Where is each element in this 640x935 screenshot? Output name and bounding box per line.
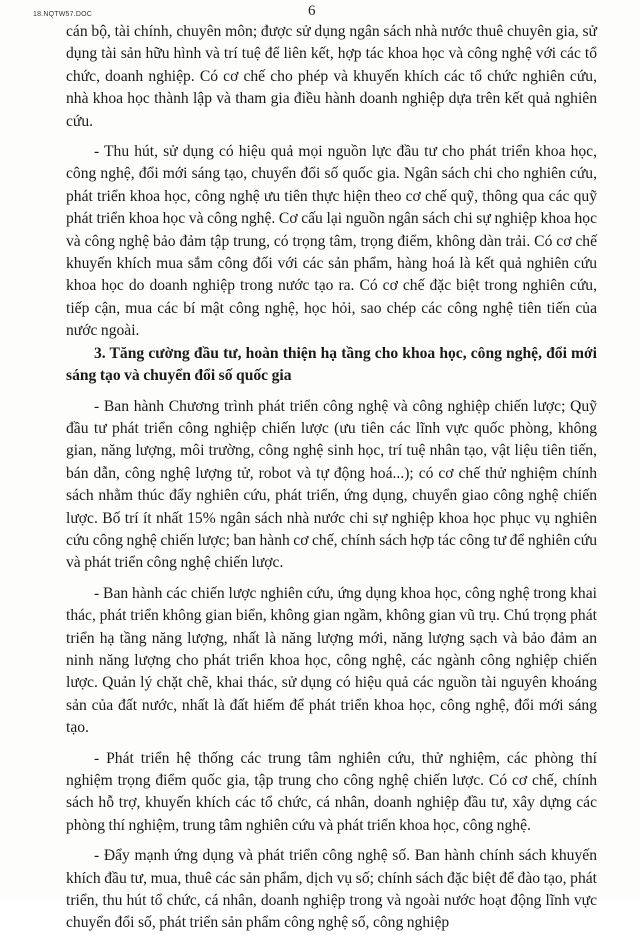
paragraph-space-energy: - Ban hành các chiến lược nghiên cứu, ứng dụng khoa học, công nghệ trong khai thác, phát triển không gian biển, không gian ngầm, không gian vũ trụ. Chú trọng phát triển hạ tầng năng lượng, nhất là năng lượng mới, năng lượng sạch và bảo đảm an ninh năng lượng cho phát triển khoa học, công nghệ, các ngành công nghiệp chiến lược. Quản lý chặt chẽ, khai thác, sử dụng có hiệu quả các nguồn tài nguyên khoáng sản của đất nước, nhất là đất hiếm để phát triển khoa học, công nghệ, đổi mới sáng tạo. xyxy=(66,584,597,737)
paragraph-research-centers: - Phát triển hệ thống các trung tâm nghiên cứu, thử nghiệm, các phòng thí nghiệm trọng điểm quốc gia, tập trung cho công nghệ chiến lược. Có cơ chế, chính sách hỗ trợ, khuyến khích các tổ chức, cá nhân, doanh nghiệp đầu tư, xây dựng các phòng thí nghiệm, trung tâm nghiên cứu và phát triển khoa học, công nghệ. xyxy=(66,749,597,834)
paragraph-strategic-tech: - Ban hành Chương trình phát triển công nghệ và công nghiệp chiến lược; Quỹ đầu tư phát triển công nghiệp chiến lược (ưu tiên các lĩnh vực quốc phòng, không gian, năng lượng, môi trường, công nghệ sinh học, trí tuệ nhân tạo, vật liệu tiên tiến, bán dẫn, công nghệ lượng tử, robot và tự động hoá...); có cơ chế thử nghiệm chính sách nhằm thúc đẩy nghiên cứu, phát triển, ứng dụng, chuyển giao công nghệ chiến lược. Bố trí ít nhất 15% ngân sách nhà nước chi sự nghiệp khoa học phục vụ nghiên cứu công nghệ chiến lược; ban hành cơ chế, chính sách hợp tác công tư để nghiên cứu và phát triển công nghệ chiến lược. xyxy=(66,397,597,572)
paragraph-continuation: cán bộ, tài chính, chuyên môn; được sử dụng ngân sách nhà nước thuê chuyên gia, sử dụng tài sản hữu hình và trí tuệ để liên kết, hợp tác khoa học và công nghệ với các tổ chức, doanh nghiệp. Có cơ chế cho phép và khuyến khích các tổ chức nghiên cứu, nhà khoa học thành lập và tham gia điều hành doanh nghiệp dựa trên kết quả nghiên cứu. xyxy=(66,23,597,130)
section-heading: 3. Tăng cường đầu tư, hoàn thiện hạ tầng cho khoa học, công nghệ, đổi mới sáng tạo và chuyển đổi số quốc gia xyxy=(66,344,597,385)
paragraph-investment: - Thu hút, sử dụng có hiệu quả mọi nguồn lực đầu tư cho phát triển khoa học, công nghệ, đổi mới sáng tạo, chuyển đổi số quốc gia. Ngân sách chi cho nghiên cứu, phát triển khoa học, công nghệ ưu tiên thực hiện theo cơ chế quỹ, thông qua các quỹ phát triển khoa học và công nghệ. Cơ cấu lại nguồn ngân sách chi sự nghiệp khoa học và công nghệ bảo đảm tập trung, có trọng tâm, trọng điểm, không dàn trải. Có cơ chế khuyến khích mua sắm công đối với các sản phẩm, hàng hoá là kết quả nghiên cứu khoa học do doanh nghiệp trong nước tạo ra. Có cơ chế đặc biệt trong nghiên cứu, tiếp cận, mua các bí mật công nghệ, học hỏi, sao chép các công nghệ tiên tiến của nước ngoài. xyxy=(66,143,597,340)
document-code: 18.NQTW57.DOC xyxy=(33,11,92,18)
paragraph-digital-tech: - Đẩy mạnh ứng dụng và phát triển công nghệ số. Ban hành chính sách khuyến khích đầu tư, mua, thuê các sản phẩm, dịch vụ số; chính sách đặc biệt để đào tạo, phát triển, thu hút tổ chức, cá nhân, doanh nghiệp trong và ngoài nước hoạt động lĩnh vực chuyển đổi số, phát triển sản phẩm công nghệ số, công nghiệp xyxy=(66,847,597,932)
page-number: 6 xyxy=(308,3,316,19)
document-body xyxy=(66,21,597,935)
